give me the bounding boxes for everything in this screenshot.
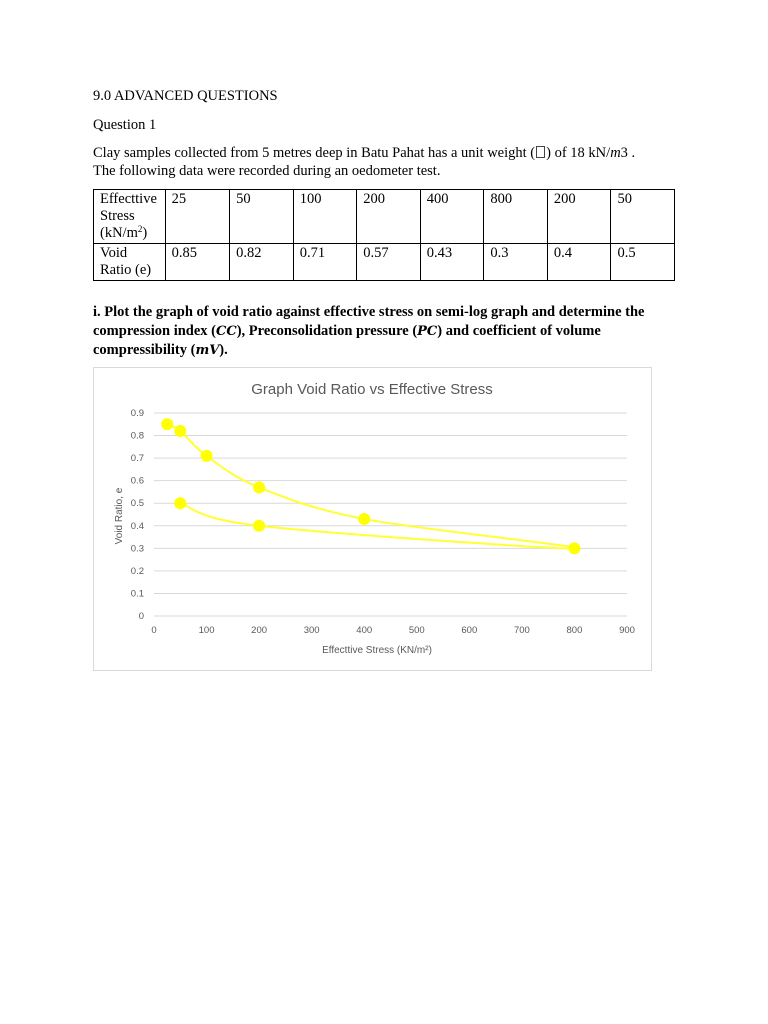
paragraph-text-b: ) of 18 kN/ <box>546 145 611 161</box>
x-axis-label: Effecttive Stress (KN/m²) <box>322 645 432 656</box>
table-cell: 0.5 <box>611 244 675 281</box>
missing-glyph-icon <box>536 146 545 158</box>
table-cell: 50 <box>611 190 675 244</box>
x-tick-label: 200 <box>251 625 268 636</box>
table-header-void: Void Ratio (e) <box>94 244 166 281</box>
table-cell: 800 <box>484 190 548 244</box>
table-row-void <box>94 244 675 281</box>
symbol-cc: CC <box>216 324 237 339</box>
paragraph-line-2: The following data were recorded during an oedometer test. <box>93 163 441 179</box>
x-tick-label: 600 <box>461 625 478 636</box>
symbol-pc: PC <box>417 324 438 339</box>
table-cell: 0.82 <box>230 244 294 281</box>
x-tick-label: 400 <box>356 625 373 636</box>
data-point <box>161 418 173 430</box>
y-tick-label: 0.4 <box>130 520 144 532</box>
x-tick-label: 0 <box>151 625 157 636</box>
paragraph-text-c: 3 . <box>620 145 636 161</box>
paragraph-line-1 <box>93 144 635 162</box>
x-tick-label: 100 <box>198 625 215 636</box>
data-point <box>568 542 580 554</box>
data-point <box>174 497 186 509</box>
oedometer-data-table <box>93 189 675 281</box>
x-axis-ticks <box>151 625 635 636</box>
series-line <box>167 424 576 548</box>
x-tick-label: 300 <box>303 625 320 636</box>
void-ratio-chart <box>94 368 651 670</box>
y-tick-label: 0.8 <box>130 430 144 442</box>
table-cell: 200 <box>547 190 611 244</box>
table-header-stress: Effecttive Stress $(kN/m^2)$ <box>94 190 166 244</box>
table-cell: 0.3 <box>484 244 548 281</box>
table-cell: 0.71 <box>293 244 357 281</box>
table-cell: 0.85 <box>165 244 230 281</box>
chart-series <box>161 418 580 554</box>
x-tick-label: 800 <box>566 625 583 636</box>
table-cell: 25 <box>165 190 230 244</box>
table-cell: 50 <box>230 190 294 244</box>
x-tick-label: 900 <box>619 625 635 636</box>
table-cell: 200 <box>357 190 421 244</box>
table-cell: 400 <box>420 190 484 244</box>
table-row-stress <box>94 190 675 244</box>
question-title: Question 1 <box>93 117 157 133</box>
data-point <box>253 520 265 532</box>
x-tick-label: 500 <box>408 625 425 636</box>
paragraph-text-a: Clay samples collected from 5 metres deep in Batu Pahat has a unit weight ( <box>93 145 536 161</box>
y-axis-ticks <box>131 408 144 622</box>
table-cell: 0.43 <box>420 244 484 281</box>
y-tick-label: 0.9 <box>130 408 144 419</box>
data-point <box>253 481 265 493</box>
table-cell: 100 <box>293 190 357 244</box>
y-tick-label: 0.3 <box>130 543 144 555</box>
chart-title: Graph Void Ratio vs Effective Stress <box>251 381 493 398</box>
data-point <box>174 425 186 437</box>
paragraph-unit: m <box>610 145 621 161</box>
y-tick-label: 0 <box>138 611 144 622</box>
y-tick-label: 0.2 <box>130 565 144 577</box>
y-tick-label: 0.5 <box>130 498 144 510</box>
table-cell: 0.57 <box>357 244 421 281</box>
chart-grid <box>154 413 627 616</box>
chart-container <box>93 367 652 671</box>
data-point <box>358 513 370 525</box>
x-tick-label: 700 <box>513 625 530 636</box>
task-instruction: i. Plot the graph of void ratio against effective stress on semi-log graph and determine the compression index (CC), Preconsolidation pressure (PC) and coefficient of volume compressibility (mV). <box>93 304 645 358</box>
symbol-mv: mV <box>195 343 220 358</box>
table-cell: 0.4 <box>547 244 611 281</box>
y-tick-label: 0.7 <box>130 453 144 465</box>
y-axis-label: Void Ratio, e <box>114 487 125 545</box>
y-tick-label: 0.6 <box>130 475 144 487</box>
data-point <box>201 450 213 462</box>
y-tick-label: 0.1 <box>130 588 144 600</box>
section-heading: 9.0 ADVANCED QUESTIONS <box>93 88 278 104</box>
